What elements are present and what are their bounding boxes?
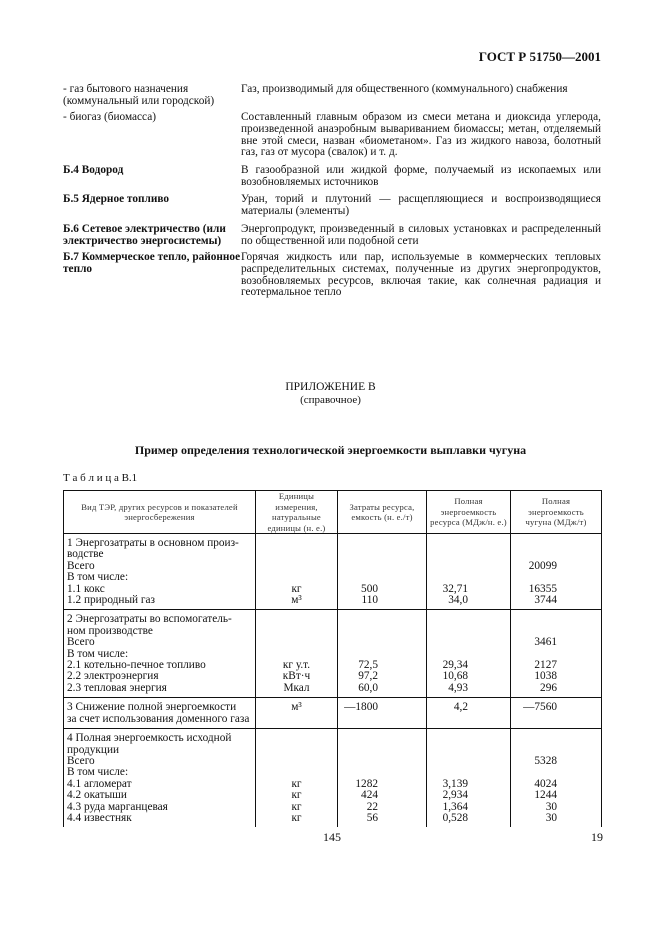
unit-cell bbox=[256, 626, 338, 637]
resource-cost-cell: 60,0 bbox=[338, 683, 427, 698]
table-row bbox=[64, 572, 602, 583]
resource-energy-cell: 34,0 bbox=[427, 595, 511, 610]
appendix-subtitle: (справочное) bbox=[300, 394, 361, 406]
resource-cost-cell: 110 bbox=[338, 595, 427, 610]
unit-cell bbox=[256, 549, 338, 560]
resource-name-cell: ном производстве bbox=[64, 626, 256, 637]
unit-cell bbox=[256, 767, 338, 778]
resource-cost-cell bbox=[338, 561, 427, 572]
resource-energy-cell bbox=[427, 729, 511, 745]
table-row bbox=[64, 637, 602, 648]
resource-cost-cell bbox=[338, 572, 427, 583]
resource-name-cell: В том числе: bbox=[64, 767, 256, 778]
table-row bbox=[64, 779, 602, 790]
table-row bbox=[64, 714, 602, 729]
resource-energy-cell bbox=[427, 549, 511, 560]
iron-energy-cell bbox=[511, 572, 602, 583]
section-title: Пример определения технологической энергоемкости выплавки чугуна bbox=[134, 443, 527, 457]
resource-energy-cell bbox=[427, 610, 511, 626]
resource-cost-cell: 56 bbox=[338, 813, 427, 827]
resource-name-cell: 3 Снижение полной энергоемкости bbox=[64, 698, 256, 714]
resource-energy-cell bbox=[427, 561, 511, 572]
resource-name-cell: 1 Энергозатраты в основном произ- bbox=[64, 534, 256, 550]
resource-name-cell: Всего bbox=[64, 756, 256, 767]
unit-cell: кВт·ч bbox=[256, 671, 338, 682]
definition-item bbox=[63, 252, 601, 299]
iron-energy-cell: 30 bbox=[511, 813, 602, 827]
resource-cost-cell: 22 bbox=[338, 802, 427, 813]
resource-cost-cell bbox=[338, 626, 427, 637]
resource-name-cell: 2.2 электроэнергия bbox=[64, 671, 256, 682]
definition-term: Б.5 Ядерное топливо bbox=[63, 193, 170, 205]
table-header-row bbox=[64, 491, 602, 534]
resource-name-cell: 2 Энергозатраты во вспомогатель- bbox=[64, 610, 256, 626]
appendix-title: ПРИЛОЖЕНИЕ В bbox=[285, 381, 376, 393]
resource-cost-cell: —1800 bbox=[338, 698, 427, 714]
definition-text: В газообразной или жидкой форме, получаемый из ископаемых или возобновляемых источников bbox=[241, 164, 601, 188]
resource-cost-cell bbox=[338, 714, 427, 729]
resource-cost-cell bbox=[338, 745, 427, 756]
resource-energy-cell: 4,93 bbox=[427, 683, 511, 698]
table-row bbox=[64, 595, 602, 610]
unit-cell bbox=[256, 729, 338, 745]
definition-term: Б.4 Водород bbox=[63, 164, 124, 176]
table-row bbox=[64, 698, 602, 714]
resource-name-cell: 1.1 кокс bbox=[64, 584, 256, 595]
iron-energy-cell bbox=[511, 767, 602, 778]
table-row bbox=[64, 767, 602, 778]
resource-energy-cell bbox=[427, 637, 511, 648]
resource-name-cell: за счет использования доменного газа bbox=[64, 714, 256, 729]
resource-name-cell: В том числе: bbox=[64, 572, 256, 583]
iron-energy-cell bbox=[511, 534, 602, 550]
resource-energy-cell bbox=[427, 534, 511, 550]
resource-cost-cell bbox=[338, 767, 427, 778]
resource-cost-cell bbox=[338, 649, 427, 660]
resource-name-cell: 1.2 природный газ bbox=[64, 595, 256, 610]
unit-cell bbox=[256, 637, 338, 648]
definition-term: Б.7 Коммерческое тепло, районное тепло bbox=[63, 251, 241, 275]
table-row bbox=[64, 626, 602, 637]
table-row bbox=[64, 610, 602, 626]
table-row bbox=[64, 729, 602, 745]
resource-energy-cell bbox=[427, 572, 511, 583]
resource-cost-cell bbox=[338, 637, 427, 648]
header-resource-energy: Полная энергоемкость ресурса (МДж/н. е.) bbox=[427, 491, 511, 534]
iron-energy-cell: 20099 bbox=[511, 561, 602, 572]
unit-cell bbox=[256, 756, 338, 767]
definition-text: Уран, торий и плутоний — расщепляющиеся и воспроизводящиеся материалы (элементы) bbox=[241, 193, 601, 217]
definition-item bbox=[63, 224, 601, 248]
resource-cost-cell: 424 bbox=[338, 790, 427, 801]
iron-energy-cell: 2127 bbox=[511, 660, 602, 671]
resource-cost-cell bbox=[338, 729, 427, 745]
unit-cell: Мкал bbox=[256, 683, 338, 698]
unit-cell: м³ bbox=[256, 595, 338, 610]
definition-text: Составленный главным образом из смеси метана и диоксида углерода, произведенной анаэробным вывариванием биомассы; метан, отделяемый вне этой смеси, назван «биометаном». Газ из жидкого навоза, болотный газ, газ от мусора (свалок) и т. д. bbox=[241, 111, 601, 159]
unit-cell bbox=[256, 745, 338, 756]
header-units: Единицы измерения, натуральные единицы (н. е.) bbox=[256, 491, 338, 534]
table-row bbox=[64, 813, 602, 827]
iron-energy-cell: 296 bbox=[511, 683, 602, 698]
resource-energy-cell: 0,528 bbox=[427, 813, 511, 827]
definition-item bbox=[63, 165, 601, 189]
table-label: Т а б л и ц а В.1 bbox=[63, 472, 138, 484]
definition-text: Горячая жидкость или пар, используемые в коммерческих тепловых распределительных системах, полученные из других энергопродуктов, возобновляемых ресурсов, включая такие, как солнечная радиация и геотермальное тепло bbox=[241, 251, 601, 299]
unit-cell: кг у.т. bbox=[256, 660, 338, 671]
resource-name-cell: 4 Полная энергоемкость исходной bbox=[64, 729, 256, 745]
iron-energy-cell: 5328 bbox=[511, 756, 602, 767]
iron-energy-cell: —7560 bbox=[511, 698, 602, 714]
table-row bbox=[64, 802, 602, 813]
resource-cost-cell bbox=[338, 549, 427, 560]
resource-name-cell: водстве bbox=[64, 549, 256, 560]
resource-cost-cell: 1282 bbox=[338, 779, 427, 790]
iron-energy-cell: 16355 bbox=[511, 584, 602, 595]
resource-name-cell: 4.2 окатыши bbox=[64, 790, 256, 801]
resource-energy-cell bbox=[427, 649, 511, 660]
table-row bbox=[64, 790, 602, 801]
definition-item bbox=[63, 194, 601, 218]
resource-energy-cell bbox=[427, 626, 511, 637]
header-resource-type: Вид ТЭР, других ресурсов и показателей энергосбережения bbox=[64, 491, 256, 534]
resource-cost-cell bbox=[338, 534, 427, 550]
iron-energy-cell: 30 bbox=[511, 802, 602, 813]
standard-number: ГОСТ Р 51750—2001 bbox=[478, 49, 601, 64]
unit-cell: кг bbox=[256, 813, 338, 827]
iron-energy-cell: 1244 bbox=[511, 790, 602, 801]
iron-energy-cell: 3744 bbox=[511, 595, 602, 610]
iron-energy-cell bbox=[511, 714, 602, 729]
resource-energy-cell: 1,364 bbox=[427, 802, 511, 813]
definition-term: - газ бытового назначения (коммунальный или городской) bbox=[63, 83, 215, 107]
table-row bbox=[64, 745, 602, 756]
page-number-center: 145 bbox=[323, 830, 341, 844]
resource-name-cell: Всего bbox=[64, 637, 256, 648]
definition-item bbox=[63, 112, 601, 159]
definition-term: Б.6 Сетевое электричество (или электричество энергосистемы) bbox=[63, 223, 226, 247]
resource-name-cell: 4.1 агломерат bbox=[64, 779, 256, 790]
unit-cell: кг bbox=[256, 779, 338, 790]
unit-cell bbox=[256, 561, 338, 572]
header-resource-cost: Затраты ресурса, емкость (н. е./т) bbox=[338, 491, 427, 534]
unit-cell: кг bbox=[256, 790, 338, 801]
definition-text: Газ, производимый для общественного (коммунального) снабжения bbox=[241, 83, 568, 95]
table-row bbox=[64, 549, 602, 560]
unit-cell bbox=[256, 610, 338, 626]
table-row bbox=[64, 756, 602, 767]
resource-name-cell: продукции bbox=[64, 745, 256, 756]
definition-item bbox=[63, 84, 601, 108]
resource-name-cell: Всего bbox=[64, 561, 256, 572]
unit-cell: м³ bbox=[256, 698, 338, 714]
unit-cell: кг bbox=[256, 802, 338, 813]
resource-name-cell: 4.3 руда марганцевая bbox=[64, 802, 256, 813]
resource-energy-cell bbox=[427, 714, 511, 729]
resource-cost-cell bbox=[338, 610, 427, 626]
resource-energy-cell: 3,139 bbox=[427, 779, 511, 790]
resource-energy-cell: 4,2 bbox=[427, 698, 511, 714]
resource-cost-cell: 97,2 bbox=[338, 671, 427, 682]
iron-energy-cell bbox=[511, 729, 602, 745]
resource-name-cell: 2.1 котельно-печное топливо bbox=[64, 660, 256, 671]
definition-text: Энергопродукт, произведенный в силовых установках и распределенный по общественной или подобной сети bbox=[241, 223, 601, 247]
resource-energy-cell bbox=[427, 767, 511, 778]
resource-energy-cell: 32,71 bbox=[427, 584, 511, 595]
unit-cell bbox=[256, 534, 338, 550]
resource-cost-cell: 72,5 bbox=[338, 660, 427, 671]
resource-name-cell: В том числе: bbox=[64, 649, 256, 660]
resource-energy-cell: 29,34 bbox=[427, 660, 511, 671]
resource-name-cell: 4.4 известняк bbox=[64, 813, 256, 827]
unit-cell bbox=[256, 714, 338, 729]
iron-energy-cell: 4024 bbox=[511, 779, 602, 790]
header-iron-energy: Полная энергоемкость чугуна (МДж/т) bbox=[511, 491, 602, 534]
unit-cell: кг bbox=[256, 584, 338, 595]
resource-energy-cell: 10,68 bbox=[427, 671, 511, 682]
iron-energy-cell: 3461 bbox=[511, 637, 602, 648]
page-number-right: 19 bbox=[591, 830, 603, 844]
resource-energy-cell bbox=[427, 745, 511, 756]
unit-cell bbox=[256, 572, 338, 583]
resource-energy-cell bbox=[427, 756, 511, 767]
energy-table bbox=[63, 490, 602, 827]
definition-term: - биогаз (биомасса) bbox=[63, 111, 156, 123]
resource-cost-cell: 500 bbox=[338, 584, 427, 595]
resource-cost-cell bbox=[338, 756, 427, 767]
table-row bbox=[64, 534, 602, 550]
table-row bbox=[64, 561, 602, 572]
iron-energy-cell bbox=[511, 610, 602, 626]
table-row bbox=[64, 683, 602, 698]
resource-energy-cell: 2,934 bbox=[427, 790, 511, 801]
iron-energy-cell: 1038 bbox=[511, 671, 602, 682]
resource-name-cell: 2.3 тепловая энергия bbox=[64, 683, 256, 698]
